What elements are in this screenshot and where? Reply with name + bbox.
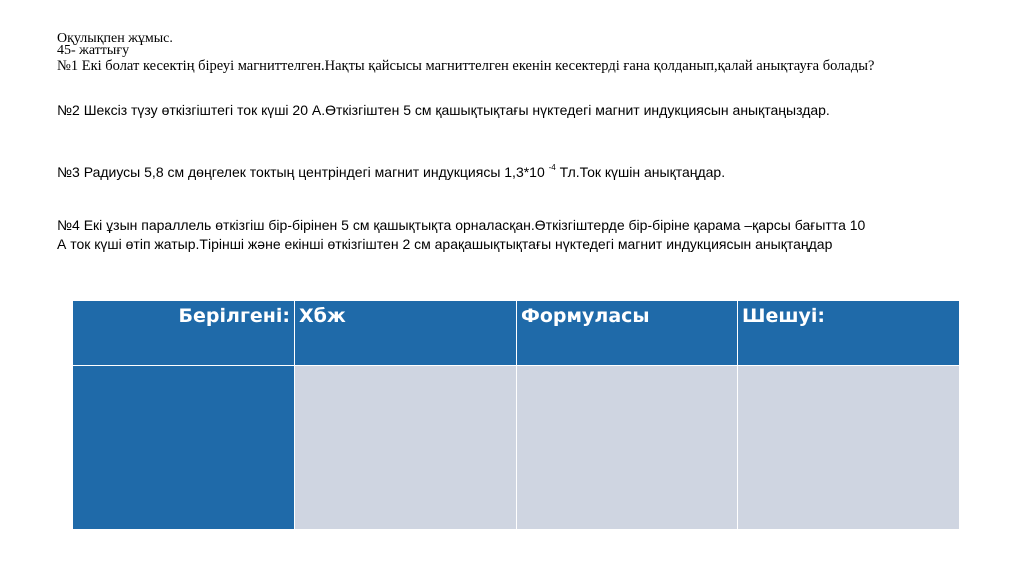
header-given: Берілгені:	[73, 301, 295, 366]
task-4-text-line-1: №4 Екі ұзын параллель өткізгіш бір-бірінен 5 см қашықтықта орналасқан.Өткізгіштерде бір-біріне қарама –қарсы бағытта 10	[57, 217, 866, 233]
cell-given[interactable]	[73, 366, 295, 530]
solution-table	[72, 300, 960, 530]
exercise-number: 45- жаттығу	[57, 43, 130, 58]
task-1-text: №1 Екі болат кесектің біреуі магниттелген.Нақты қайсысы магниттелген екенін кесектерді ғана қолданып,қалай анықтауға болады?	[57, 58, 875, 74]
table-header-row	[73, 301, 960, 366]
task-3-text	[57, 159, 725, 181]
header-si-units: Хбж	[295, 301, 517, 366]
header-solution: Шешуі:	[738, 301, 960, 366]
task-2-text: №2 Шексіз түзу өткізгіштегі ток күші 20 А.Өткізгіштен 5 см қашықтықтағы нүктедегі магнит индукциясын анықтаңыздар.	[57, 102, 830, 118]
header-formula: Формуласы	[517, 301, 738, 366]
table-body-row	[73, 366, 960, 530]
task-3-part-1: №3 Радиусы 5,8 см дөңгелек токтың центріндегі магнит индукциясы 1,3*10	[57, 164, 549, 180]
section-title: Оқулықпен жұмыс.	[57, 31, 173, 46]
cell-formula[interactable]	[517, 366, 738, 530]
cell-si-units[interactable]	[295, 366, 517, 530]
task-3-exponent: -4	[548, 163, 556, 172]
task-3-part-2: Тл.Ток күшін анықтаңдар.	[555, 164, 726, 180]
cell-solution[interactable]	[738, 366, 960, 530]
task-4-text-line-2: А ток күші өтіп жатыр.Тірінші және екінші өткізгіштен 2 см арақашықтықтағы нүктедегі магнит индукциясын анықтаңдар	[57, 236, 833, 252]
